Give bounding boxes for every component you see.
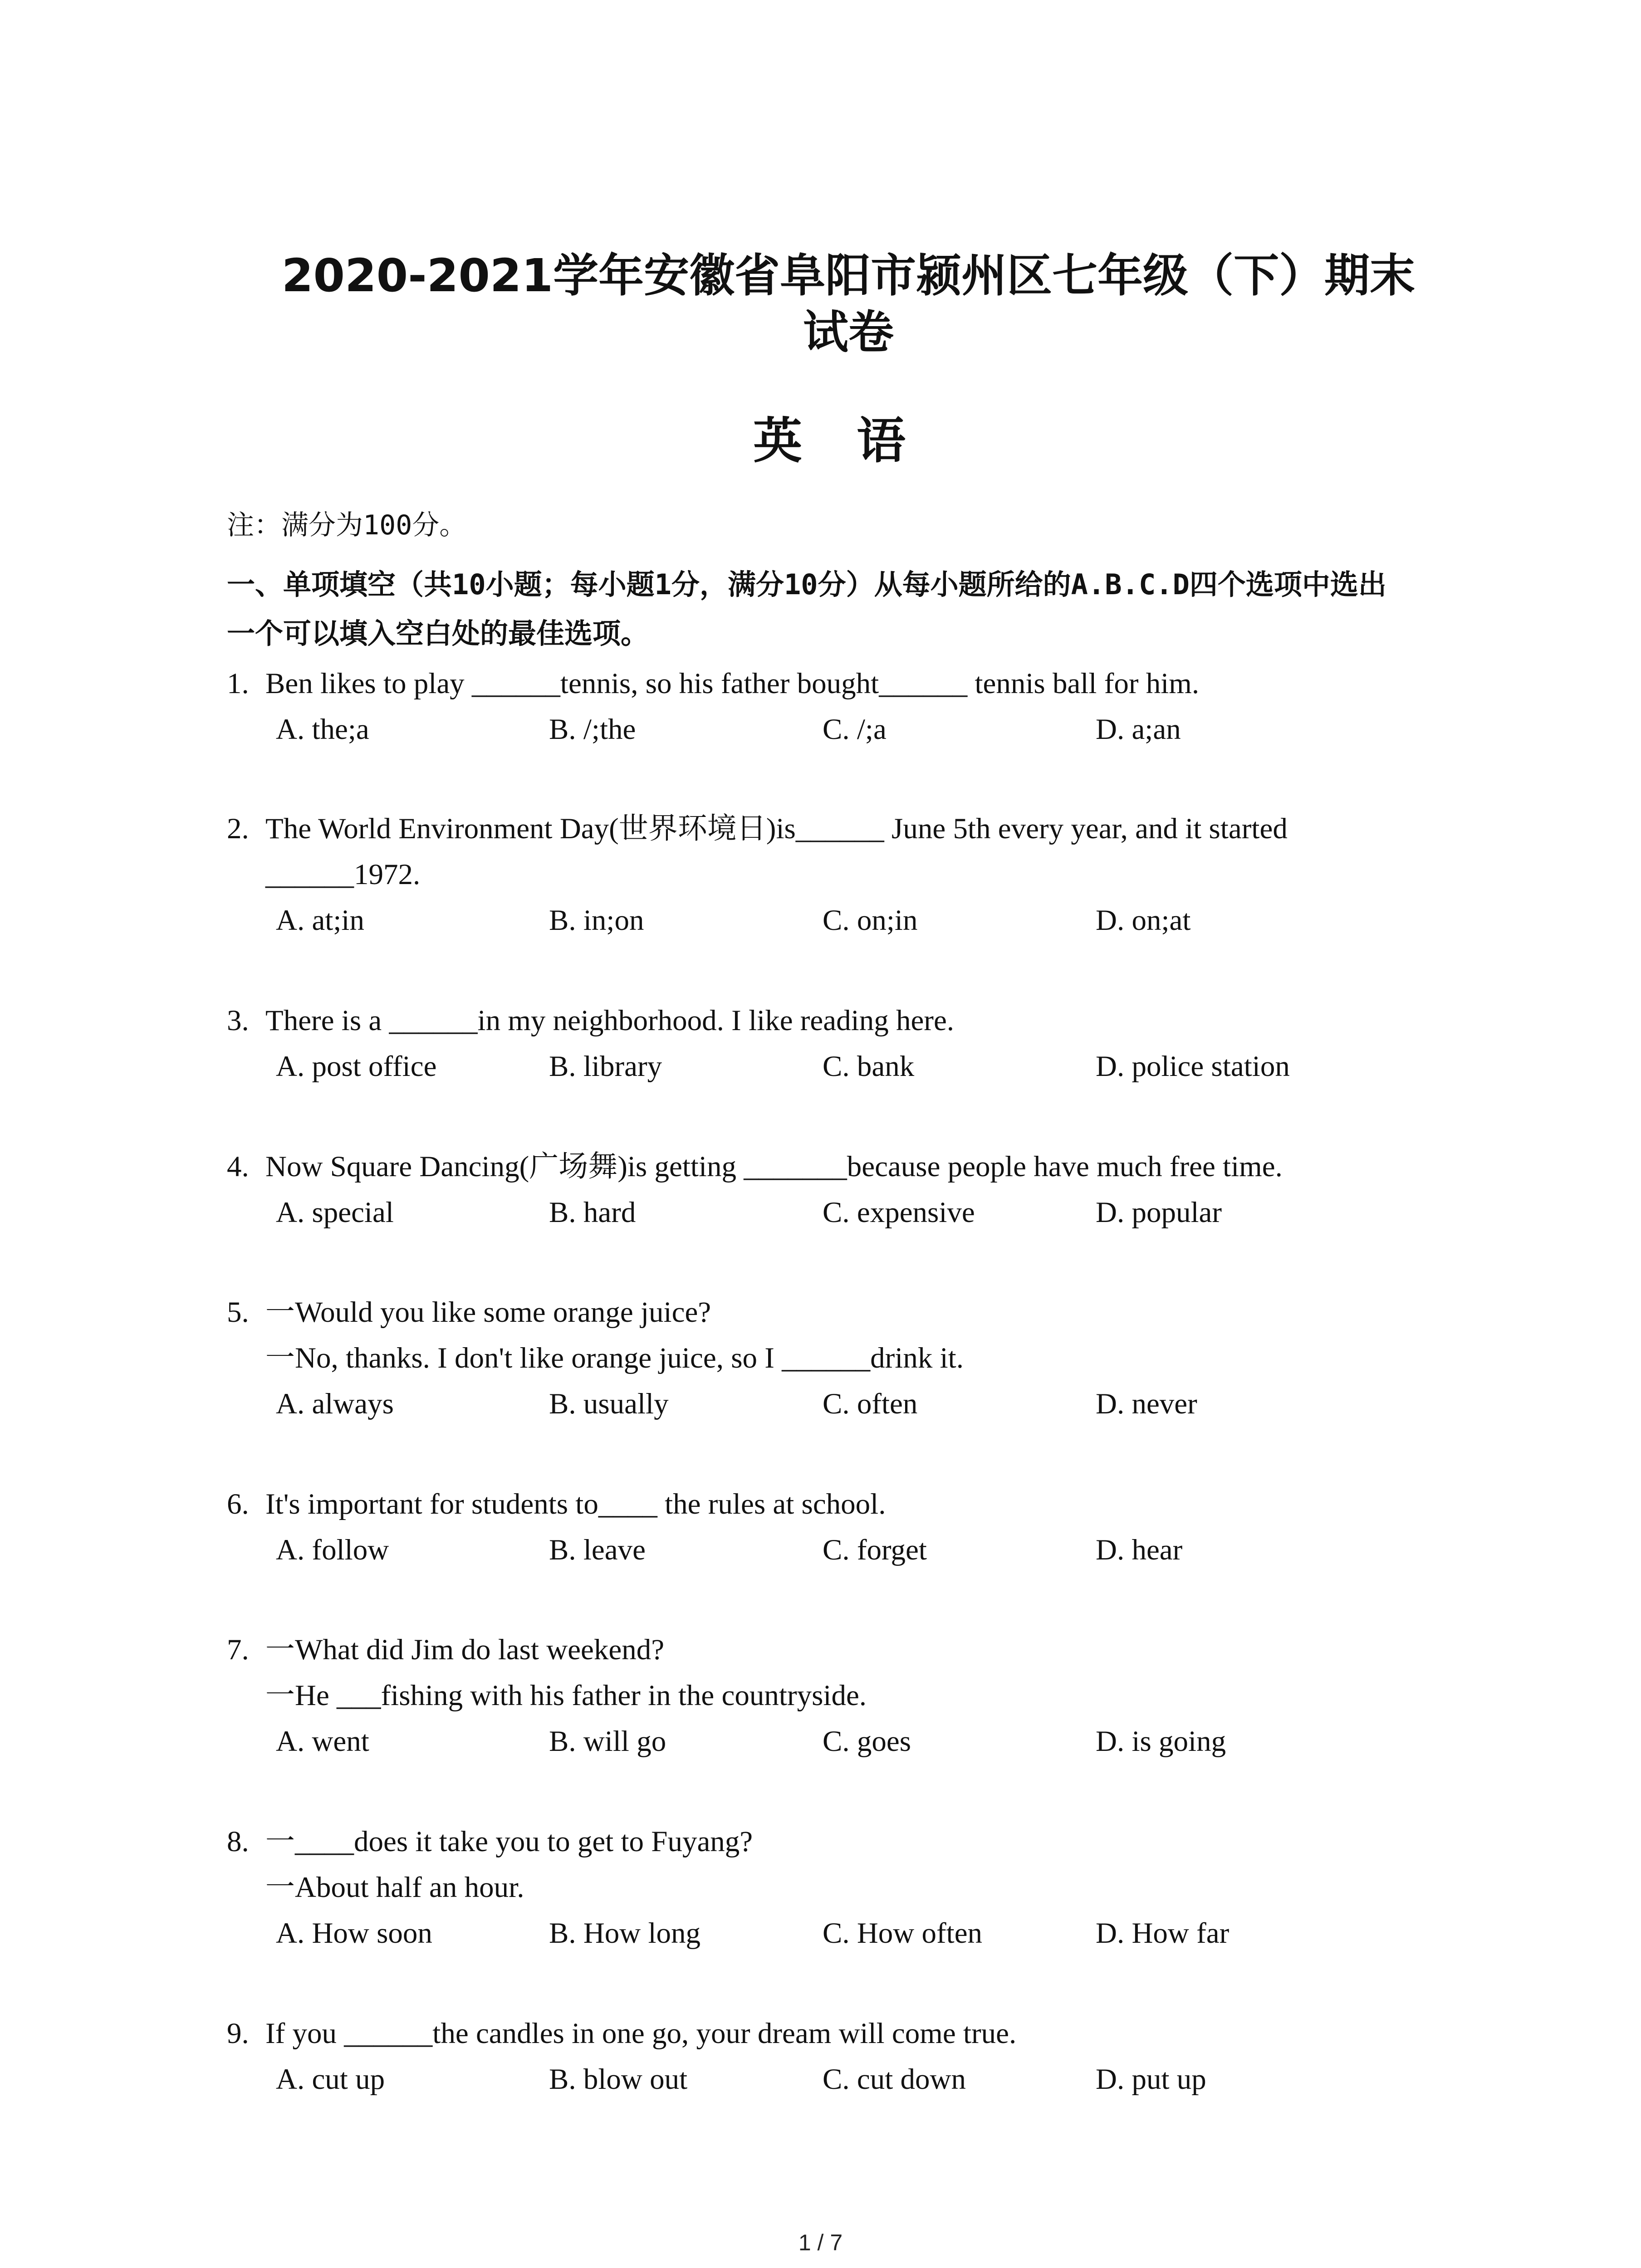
question-number: 1. <box>227 667 249 700</box>
option-d: D. a;an <box>1096 713 1181 746</box>
question-number: 8. <box>227 1825 249 1858</box>
option-c: C. bank <box>823 1050 915 1083</box>
question-number: 5. <box>227 1296 249 1329</box>
option-d: D. hear <box>1096 1534 1183 1566</box>
question-line <box>227 998 1497 1044</box>
question-options <box>227 1911 1497 1956</box>
title-line-1: 2020-2021学年安徽省阜阳市颍州区七年级（下）期末 <box>281 249 1416 302</box>
option-d: D. put up <box>1096 2063 1206 2096</box>
question-options <box>227 1044 1497 1090</box>
score-note: 注：满分为100分。 <box>227 509 467 541</box>
question-line <box>227 661 1497 707</box>
option-a: A. post office <box>276 1050 437 1083</box>
option-b: B. usually <box>549 1388 669 1420</box>
option-d: D. is going <box>1096 1725 1226 1758</box>
section-instructions <box>227 560 1470 658</box>
question-line <box>227 2011 1497 2057</box>
question-6 <box>227 1481 1497 1573</box>
question-line <box>227 852 1497 898</box>
exam-title <box>227 247 1470 361</box>
question-options <box>227 1381 1497 1427</box>
question-line <box>227 1335 1497 1381</box>
option-b: B. hard <box>549 1196 636 1229</box>
section-instructions-line-1: 一、单项填空（共10小题；每小题1分，满分10分）从每小题所给的A.B.C.D四个选项中选出 <box>227 568 1386 601</box>
option-b: B. library <box>549 1050 662 1083</box>
option-b: B. blow out <box>549 2063 688 2096</box>
question-line <box>227 1865 1497 1911</box>
option-c: C. expensive <box>823 1196 975 1229</box>
option-a: A. went <box>276 1725 369 1758</box>
option-a: A. follow <box>276 1534 389 1566</box>
question-number: 3. <box>227 1004 249 1037</box>
option-d: D. police station <box>1096 1050 1290 1083</box>
question-1 <box>227 661 1497 753</box>
question-text: 一He ___fishing with his father in the countryside. <box>265 1679 867 1712</box>
option-b: B. will go <box>549 1725 666 1758</box>
question-line <box>227 1481 1497 1527</box>
question-line <box>227 1627 1497 1673</box>
question-number: 2. <box>227 812 249 845</box>
question-text: ______1972. <box>265 858 421 891</box>
question-2 <box>227 806 1497 943</box>
question-options <box>227 707 1497 753</box>
option-a: A. at;in <box>276 904 364 937</box>
option-d: D. on;at <box>1096 904 1191 937</box>
question-line <box>227 806 1497 852</box>
option-c: C. on;in <box>823 904 918 937</box>
option-a: A. special <box>276 1196 394 1229</box>
option-c: C. /;a <box>823 713 887 746</box>
question-5 <box>227 1290 1497 1427</box>
question-line <box>227 1144 1497 1190</box>
option-b: B. leave <box>549 1534 646 1566</box>
question-number: 4. <box>227 1150 249 1183</box>
question-line <box>227 1673 1497 1719</box>
question-options <box>227 1719 1497 1765</box>
question-line <box>227 1819 1497 1865</box>
option-b: B. in;on <box>549 904 644 937</box>
question-text: It's important for students to____ the rules at school. <box>265 1488 886 1520</box>
option-c: C. How often <box>823 1917 983 1950</box>
option-d: D. popular <box>1096 1196 1222 1229</box>
question-text: 一Would you like some orange juice? <box>265 1296 711 1329</box>
option-d: D. never <box>1096 1388 1197 1420</box>
option-b: B. /;the <box>549 713 636 746</box>
section-instructions-line-2: 一个可以填入空白处的最佳选项。 <box>227 617 649 650</box>
question-text: If you ______the candles in one go, your dream will come true. <box>265 2017 1017 2050</box>
question-options <box>227 1190 1497 1236</box>
question-text: The World Environment Day(世界环境日)is______ June 5th every year, and it started <box>265 812 1288 845</box>
question-3 <box>227 998 1497 1090</box>
question-number: 7. <box>227 1633 249 1666</box>
question-text: 一No, thanks. I don't like orange juice, so I ______drink it. <box>265 1342 964 1374</box>
page-number: 1 / 7 <box>798 2230 843 2255</box>
question-9 <box>227 2011 1497 2102</box>
question-text: 一____does it take you to get to Fuyang? <box>265 1825 753 1858</box>
option-a: A. How soon <box>276 1917 432 1950</box>
question-text: 一About half an hour. <box>265 1871 524 1904</box>
option-a: A. always <box>276 1388 394 1420</box>
question-options <box>227 2057 1497 2102</box>
title-line-2: 试卷 <box>803 306 894 359</box>
question-8 <box>227 1819 1497 1956</box>
option-c: C. forget <box>823 1534 927 1566</box>
option-c: C. cut down <box>823 2063 966 2096</box>
option-d: D. How far <box>1096 1917 1230 1950</box>
question-text: Now Square Dancing(广场舞)is getting _______because people have much free time. <box>265 1150 1283 1183</box>
question-number: 6. <box>227 1488 249 1520</box>
option-a: A. cut up <box>276 2063 385 2096</box>
question-number: 9. <box>227 2017 249 2050</box>
question-text: There is a ______in my neighborhood. I like reading here. <box>265 1004 955 1037</box>
question-options <box>227 898 1497 943</box>
subject-heading: 英语 <box>753 412 960 469</box>
option-c: C. often <box>823 1388 918 1420</box>
question-options <box>227 1527 1497 1573</box>
option-c: C. goes <box>823 1725 911 1758</box>
question-text: 一What did Jim do last weekend? <box>265 1633 665 1666</box>
question-4 <box>227 1144 1497 1236</box>
question-7 <box>227 1627 1497 1765</box>
question-line <box>227 1290 1497 1335</box>
option-b: B. How long <box>549 1917 701 1950</box>
question-text: Ben likes to play ______tennis, so his father bought______ tennis ball for him. <box>265 667 1200 700</box>
option-a: A. the;a <box>276 713 369 746</box>
